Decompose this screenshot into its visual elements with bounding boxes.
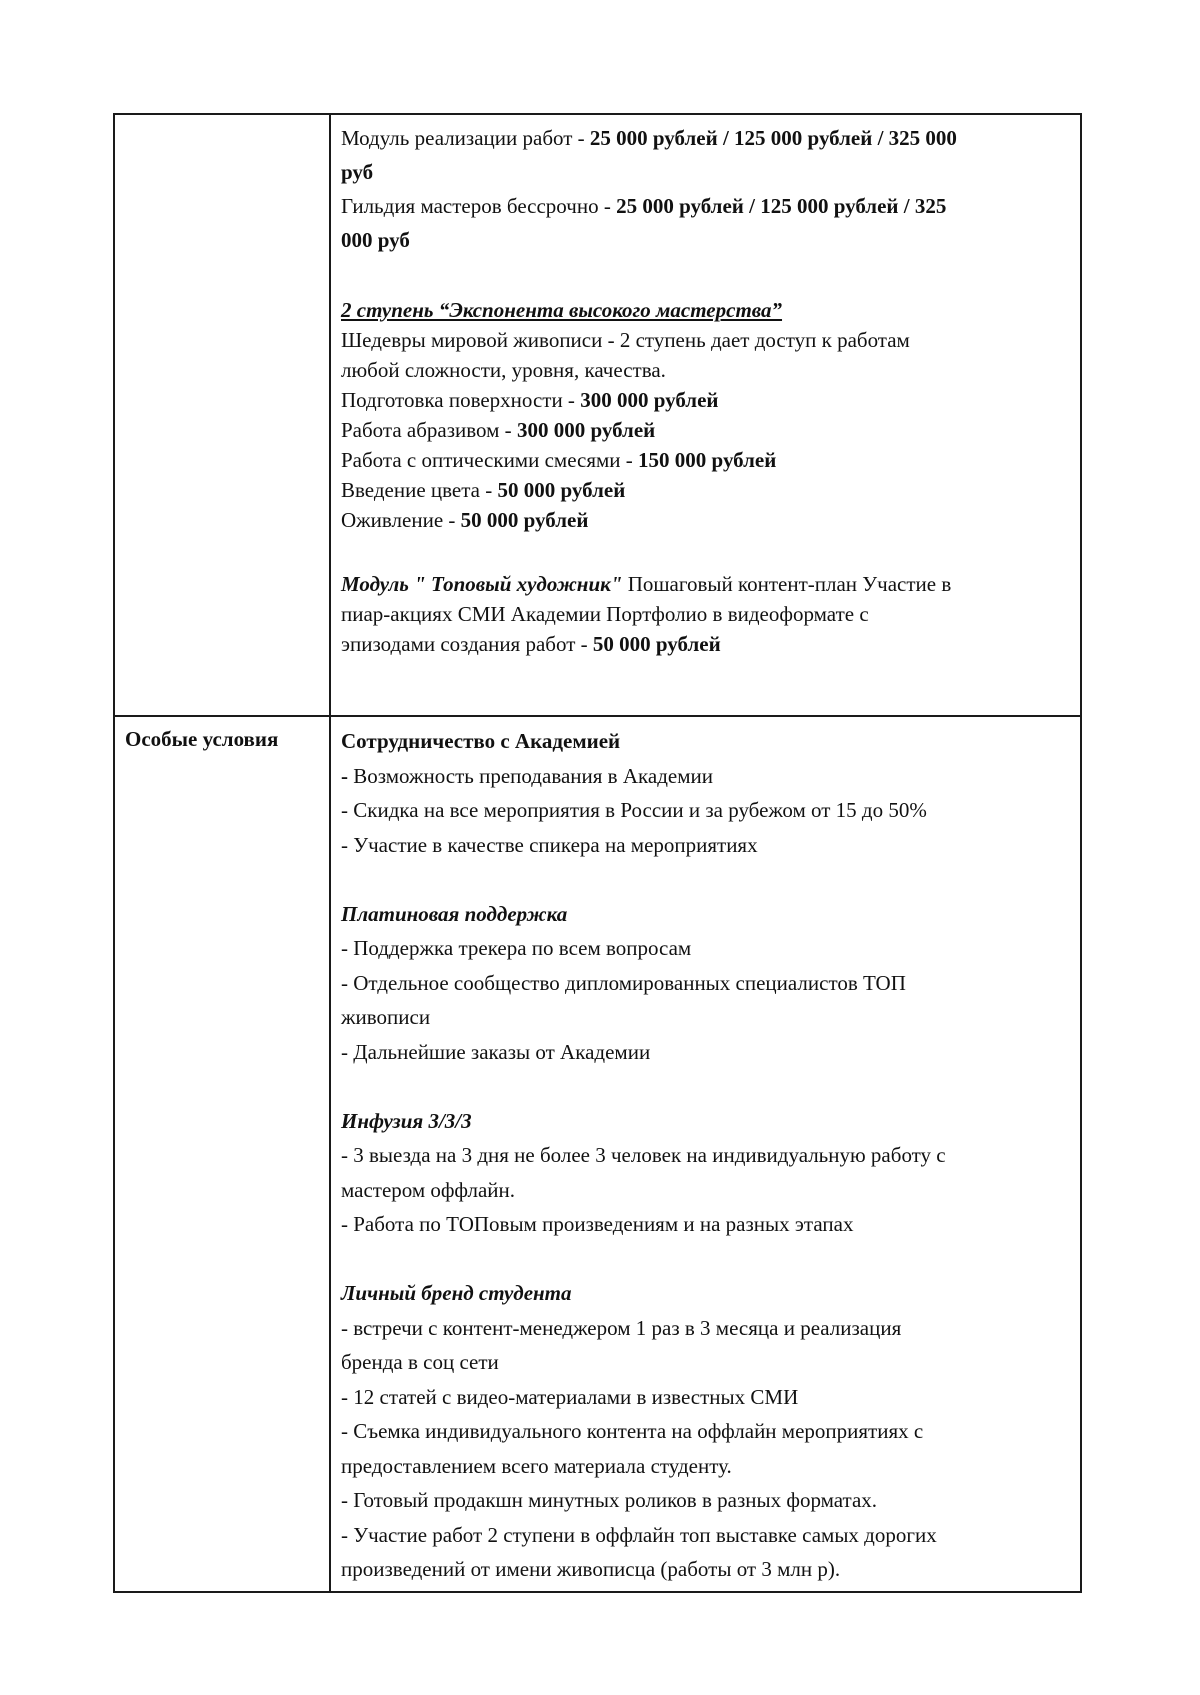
- top-artist-price-line: [341, 629, 1070, 659]
- spacer: [341, 535, 1070, 569]
- top-artist-module: [341, 569, 1070, 599]
- brand-heading: Личный бренд студента: [341, 1281, 572, 1305]
- platinum-item-continued: живописи: [341, 1005, 431, 1029]
- top-artist-text-continued: пиар-акциях СМИ Академии Портфолио в видеоформате с: [341, 602, 869, 626]
- item-name: Работа абразивом -: [341, 418, 517, 442]
- item-price: 50 000 рублей: [497, 478, 626, 502]
- platinum-item: - Отдельное сообщество дипломированных специалистов ТОП: [341, 970, 906, 995]
- spacer: [341, 862, 1070, 897]
- module-price: 25 000 рублей / 125 000 рублей / 325 000: [589, 126, 957, 150]
- stage2-item: [341, 505, 1070, 535]
- stage2-item: [341, 415, 1070, 445]
- item-name: Работа с оптическими смесями -: [341, 448, 639, 472]
- guild-line: [341, 189, 1070, 223]
- brand-item: - Участие работ 2 ступени в оффлайн топ выставке самых дорогих: [341, 1522, 937, 1547]
- top-artist-text: Пошаговый контент-план Участие в: [622, 572, 952, 596]
- stage2-item: [341, 385, 1070, 415]
- infusion-item: - 3 выезда на 3 дня не более 3 человек на индивидуальную работу с: [341, 1143, 946, 1167]
- infusion-heading: Инфузия 3/3/3: [341, 1108, 472, 1133]
- stage2-heading: 2 ступень “Экспонента высокого мастерства”: [341, 298, 783, 322]
- bullet-dash: -: [341, 763, 348, 788]
- table-row-special-conditions: [114, 716, 1081, 1592]
- row-label-special-conditions: Особые условия: [114, 716, 330, 1592]
- cooperation-item: [341, 759, 1070, 794]
- module-price-continued: 000 руб: [341, 228, 410, 252]
- spacer: [341, 257, 1070, 295]
- spacer: [341, 1069, 1070, 1104]
- brand-item-continued: бренда в соц сети: [341, 1350, 499, 1374]
- brand-item: - Съемка индивидуального контента на оффлайн мероприятиях с: [341, 1419, 924, 1443]
- top-artist-price: 50 000 рублей: [592, 632, 721, 656]
- spacer: [341, 1242, 1070, 1277]
- brand-item-continued: предоставлением всего материала студенту.: [341, 1453, 732, 1478]
- item-price: 150 000 рублей: [638, 448, 777, 472]
- brand-item: - встречи с контент-менеджером 1 раз в 3 месяца и реализация: [341, 1315, 902, 1340]
- cooperation-item: - Участие в качестве спикера на мероприятиях: [341, 832, 758, 857]
- brand-item: - 12 статей с видео-материалами в известных СМИ: [341, 1384, 799, 1409]
- brand-item: - Готовый продакшн минутных роликов в разных форматах.: [341, 1488, 878, 1512]
- item-name: Введение цвета -: [341, 478, 498, 502]
- cooperation-item: - Скидка на все мероприятия в России и за рубежом от 15 до 50%: [341, 798, 927, 822]
- infusion-item-continued: мастером оффлайн.: [341, 1177, 516, 1202]
- top-artist-title: Модуль " Топовый художник": [341, 572, 623, 596]
- brand-item-continued: произведений от имени живописца (работы от 3 млн р).: [341, 1557, 841, 1581]
- item-name: Оживление -: [341, 508, 461, 532]
- pricing-cell: [330, 114, 1081, 716]
- module-sales-line: [341, 121, 1070, 155]
- item-name: Подготовка поверхности -: [341, 388, 581, 412]
- module-name: Гильдия мастеров бессрочно -: [341, 194, 617, 218]
- conditions-table: [113, 113, 1082, 1593]
- item-text: Возможность преподавания в Академии: [348, 763, 713, 788]
- platinum-item: - Дальнейшие заказы от Академии: [341, 1039, 651, 1064]
- platinum-heading: Платиновая поддержка: [341, 901, 568, 926]
- stage2-description-continued: любой сложности, уровня, качества.: [341, 358, 666, 382]
- stage2-item: [341, 475, 1070, 505]
- cooperation-heading: Сотрудничество с Академией: [341, 729, 621, 753]
- item-price: 50 000 рублей: [460, 508, 589, 532]
- row-label-empty: [114, 114, 330, 716]
- top-artist-text-end: эпизодами создания работ -: [341, 632, 593, 656]
- table-row-pricing: [114, 114, 1081, 716]
- stage2-description: Шедевры мировой живописи - 2 ступень дает доступ к работам: [341, 328, 910, 352]
- item-price: 300 000 рублей: [516, 418, 656, 442]
- special-conditions-cell: [330, 716, 1081, 1592]
- module-price: 25 000 рублей / 125 000 рублей / 325: [616, 194, 947, 218]
- stage2-item: [341, 445, 1070, 475]
- infusion-item: - Работа по ТОПовым произведениям и на разных этапах: [341, 1212, 854, 1236]
- module-price-continued: руб: [341, 160, 374, 184]
- platinum-item: - Поддержка трекера по всем вопросам: [341, 936, 692, 960]
- module-name: Модуль реализации работ -: [341, 126, 590, 150]
- item-price: 300 000 рублей: [580, 388, 719, 412]
